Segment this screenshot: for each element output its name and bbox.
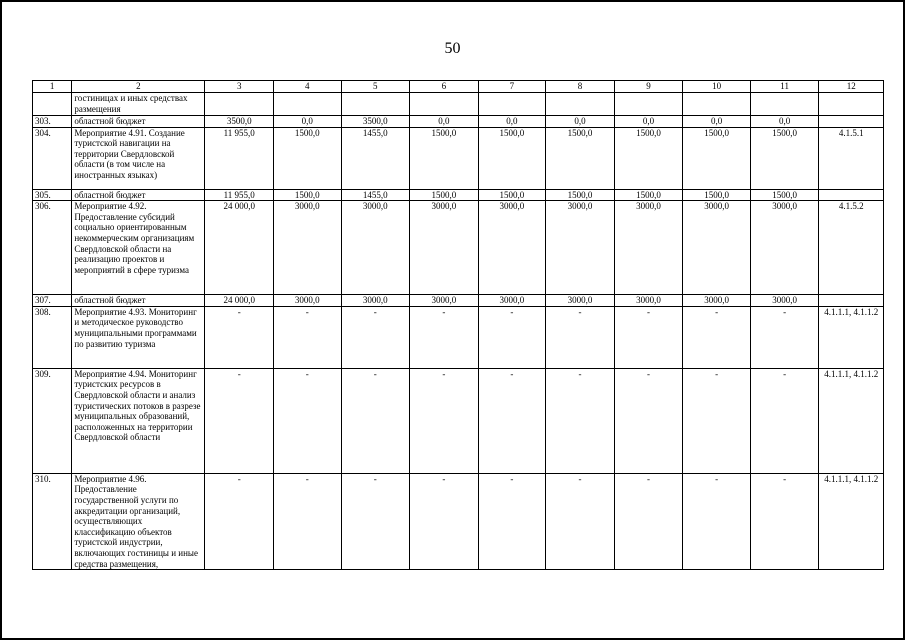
row-number-cell: 305.: [33, 189, 72, 201]
page-number: 50: [444, 40, 461, 57]
value-cell: 0,0: [683, 116, 751, 128]
description-cell: Мероприятие 4.94. Мониторинг туристских ресурсов в Свердловской области и анализ туристических потоков в разрезе муниципальных образований, расположенных на территории Свердловской области: [72, 368, 205, 473]
description-cell: Мероприятие 4.92. Предоставление субсидий социально ориентированным некоммерческим организациям Свердловской области на реализацию проектов и мероприятий в сфере туризма: [72, 201, 205, 295]
value-cell: -: [273, 306, 341, 368]
value-cell: 1500,0: [273, 127, 341, 189]
value-cell: [478, 93, 546, 116]
column-header: 1: [33, 81, 72, 93]
value-cell: -: [750, 473, 819, 569]
target-cell: [819, 93, 884, 116]
row-number-cell: 309.: [33, 368, 72, 473]
table-row: [33, 189, 884, 201]
value-cell: -: [341, 473, 410, 569]
value-cell: [546, 93, 615, 116]
target-cell: 4.1.1.1, 4.1.1.2: [819, 473, 884, 569]
row-number-cell: 307.: [33, 295, 72, 307]
value-cell: -: [205, 368, 274, 473]
target-cell: [819, 189, 884, 201]
description-cell: гостиницах и иных средствах размещения: [72, 93, 205, 116]
value-cell: 1500,0: [478, 127, 546, 189]
row-number-cell: 306.: [33, 201, 72, 295]
value-cell: 0,0: [614, 116, 683, 128]
column-header: 8: [546, 81, 615, 93]
value-cell: 3000,0: [614, 201, 683, 295]
target-cell: 4.1.1.1, 4.1.1.2: [819, 306, 884, 368]
table-row: [33, 473, 884, 569]
column-header: 5: [341, 81, 410, 93]
value-cell: [205, 93, 274, 116]
value-cell: 11 955,0: [205, 189, 274, 201]
value-cell: 3000,0: [273, 201, 341, 295]
value-cell: -: [546, 306, 615, 368]
value-cell: 3000,0: [341, 201, 410, 295]
description-cell: областной бюджет: [72, 295, 205, 307]
value-cell: 11 955,0: [205, 127, 274, 189]
value-cell: 3000,0: [273, 295, 341, 307]
value-cell: 24 000,0: [205, 201, 274, 295]
row-number-cell: 304.: [33, 127, 72, 189]
table-row: [33, 306, 884, 368]
value-cell: 1500,0: [546, 127, 615, 189]
value-cell: -: [750, 368, 819, 473]
value-cell: -: [614, 368, 683, 473]
value-cell: 0,0: [410, 116, 479, 128]
target-cell: 4.1.5.1: [819, 127, 884, 189]
target-cell: [819, 295, 884, 307]
target-cell: 4.1.5.2: [819, 201, 884, 295]
value-cell: -: [273, 473, 341, 569]
header-row: [33, 81, 884, 93]
value-cell: -: [410, 473, 479, 569]
value-cell: -: [546, 473, 615, 569]
value-cell: 3000,0: [750, 201, 819, 295]
value-cell: 3000,0: [478, 201, 546, 295]
value-cell: 0,0: [478, 116, 546, 128]
value-cell: -: [546, 368, 615, 473]
value-cell: 0,0: [273, 116, 341, 128]
value-cell: -: [614, 306, 683, 368]
value-cell: 3000,0: [341, 295, 410, 307]
description-cell: Мероприятие 4.96. Предоставление государственной услуги по аккредитации организаций, осуществляющих классификацию объектов туристской индустрии, включающих гостиницы и иные средства размещения,: [72, 473, 205, 569]
value-cell: 3500,0: [341, 116, 410, 128]
value-cell: -: [614, 473, 683, 569]
value-cell: 3000,0: [750, 295, 819, 307]
value-cell: -: [478, 306, 546, 368]
value-cell: 3000,0: [478, 295, 546, 307]
value-cell: -: [273, 368, 341, 473]
value-cell: 1500,0: [614, 189, 683, 201]
value-cell: -: [205, 306, 274, 368]
value-cell: 3000,0: [683, 201, 751, 295]
column-header: 4: [273, 81, 341, 93]
value-cell: 3000,0: [546, 295, 615, 307]
description-cell: Мероприятие 4.93. Мониторинг и методическое руководство муниципальными программами по развитию туризма: [72, 306, 205, 368]
value-cell: -: [683, 473, 751, 569]
table-row: [33, 93, 884, 116]
column-header: 3: [205, 81, 274, 93]
value-cell: 0,0: [546, 116, 615, 128]
value-cell: -: [478, 368, 546, 473]
value-cell: 3000,0: [410, 295, 479, 307]
value-cell: 3000,0: [410, 201, 479, 295]
table-row: [33, 201, 884, 295]
description-cell: Мероприятие 4.91. Создание туристской навигации на территории Свердловской области (в том числе на иностранных языках): [72, 127, 205, 189]
row-number-cell: [33, 93, 72, 116]
value-cell: [410, 93, 479, 116]
column-header: 7: [478, 81, 546, 93]
value-cell: -: [750, 306, 819, 368]
row-number-cell: 308.: [33, 306, 72, 368]
column-header: 11: [750, 81, 819, 93]
row-number-cell: 303.: [33, 116, 72, 128]
value-cell: -: [683, 306, 751, 368]
value-cell: 1500,0: [273, 189, 341, 201]
value-cell: 0,0: [750, 116, 819, 128]
value-cell: [614, 93, 683, 116]
row-number-cell: 310.: [33, 473, 72, 569]
value-cell: 1455,0: [341, 127, 410, 189]
value-cell: -: [205, 473, 274, 569]
column-header: 10: [683, 81, 751, 93]
value-cell: 1500,0: [750, 127, 819, 189]
value-cell: [341, 93, 410, 116]
target-cell: 4.1.1.1, 4.1.1.2: [819, 368, 884, 473]
value-cell: -: [341, 368, 410, 473]
value-cell: 3000,0: [546, 201, 615, 295]
table-row: [33, 295, 884, 307]
table-row: [33, 116, 884, 128]
value-cell: 1500,0: [546, 189, 615, 201]
column-header: 9: [614, 81, 683, 93]
value-cell: -: [478, 473, 546, 569]
value-cell: 1500,0: [410, 189, 479, 201]
value-cell: 1500,0: [614, 127, 683, 189]
value-cell: -: [683, 368, 751, 473]
value-cell: 24 000,0: [205, 295, 274, 307]
column-header: 12: [819, 81, 884, 93]
value-cell: 3000,0: [683, 295, 751, 307]
column-header: 6: [410, 81, 479, 93]
value-cell: [273, 93, 341, 116]
table-body: [33, 93, 884, 570]
value-cell: 3500,0: [205, 116, 274, 128]
value-cell: 1500,0: [683, 189, 751, 201]
value-cell: 1500,0: [750, 189, 819, 201]
value-cell: 1500,0: [683, 127, 751, 189]
value-cell: -: [341, 306, 410, 368]
value-cell: 1455,0: [341, 189, 410, 201]
description-cell: областной бюджет: [72, 189, 205, 201]
column-header: 2: [72, 81, 205, 93]
budget-table: [32, 80, 884, 570]
description-cell: областной бюджет: [72, 116, 205, 128]
value-cell: -: [410, 368, 479, 473]
value-cell: [683, 93, 751, 116]
value-cell: -: [410, 306, 479, 368]
value-cell: 3000,0: [614, 295, 683, 307]
table-row: [33, 127, 884, 189]
table-row: [33, 368, 884, 473]
target-cell: [819, 116, 884, 128]
value-cell: [750, 93, 819, 116]
value-cell: 1500,0: [410, 127, 479, 189]
value-cell: 1500,0: [478, 189, 546, 201]
